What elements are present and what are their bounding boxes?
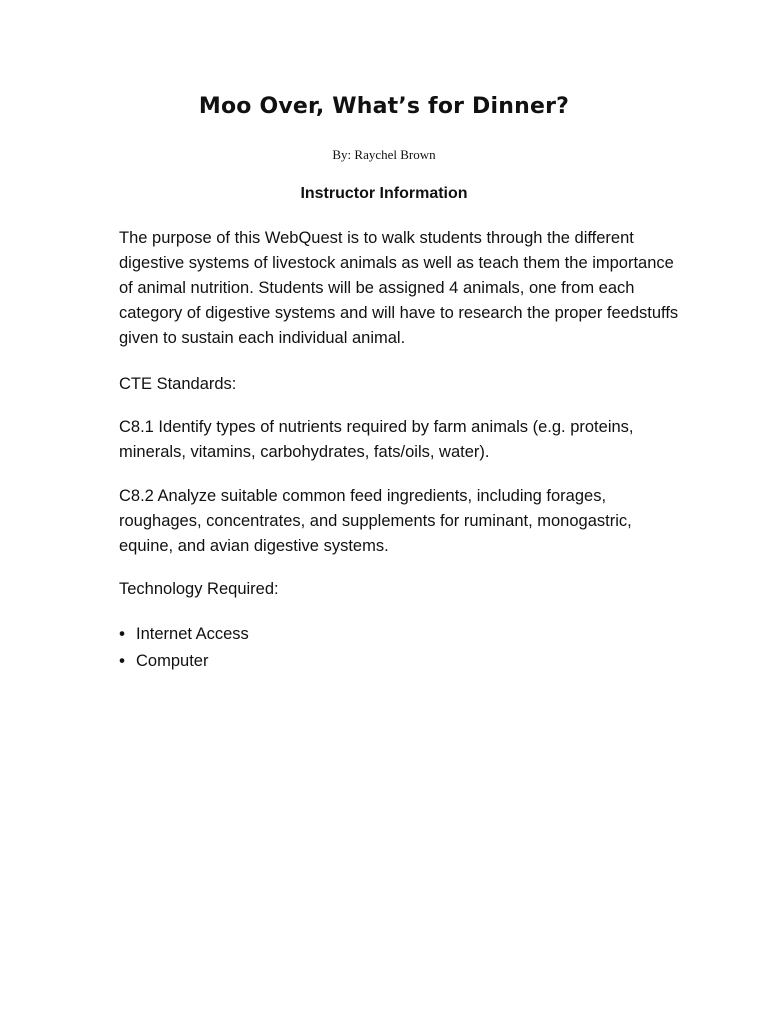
list-item — [119, 648, 249, 675]
section-heading: Instructor Information — [300, 185, 468, 202]
cte-standards-label: CTE Standards: — [119, 375, 237, 393]
author-byline: By: Raychel Brown — [332, 147, 436, 162]
list-item-text: Computer — [136, 652, 209, 670]
bullet-icon: • — [119, 625, 125, 643]
standard-c8-1: C8.1 Identify types of nutrients required by farm animals (e.g. proteins, minerals, vitamins, carbohydrates, fats/oils, water). — [119, 418, 634, 461]
standard-c8-2: C8.2 Analyze suitable common feed ingredients, including forages, roughages, concentrates, and supplements for ruminant, monogastric, equine, and avian digestive systems. — [119, 487, 632, 555]
list-item — [119, 621, 249, 648]
bullet-icon: • — [119, 652, 125, 670]
technology-list — [119, 621, 249, 675]
document-title: Moo Over, What’s for Dinner? — [198, 94, 570, 119]
technology-required-label: Technology Required: — [119, 580, 279, 598]
purpose-paragraph: The purpose of this WebQuest is to walk students through the different digestive systems of livestock animals as well as teach them the importance of animal nutrition. Students will be assigned 4 animals, one from each category of digestive systems and will have to research the proper feedstuffs given to sustain each individual animal. — [119, 229, 679, 347]
list-item-text: Internet Access — [136, 625, 249, 643]
